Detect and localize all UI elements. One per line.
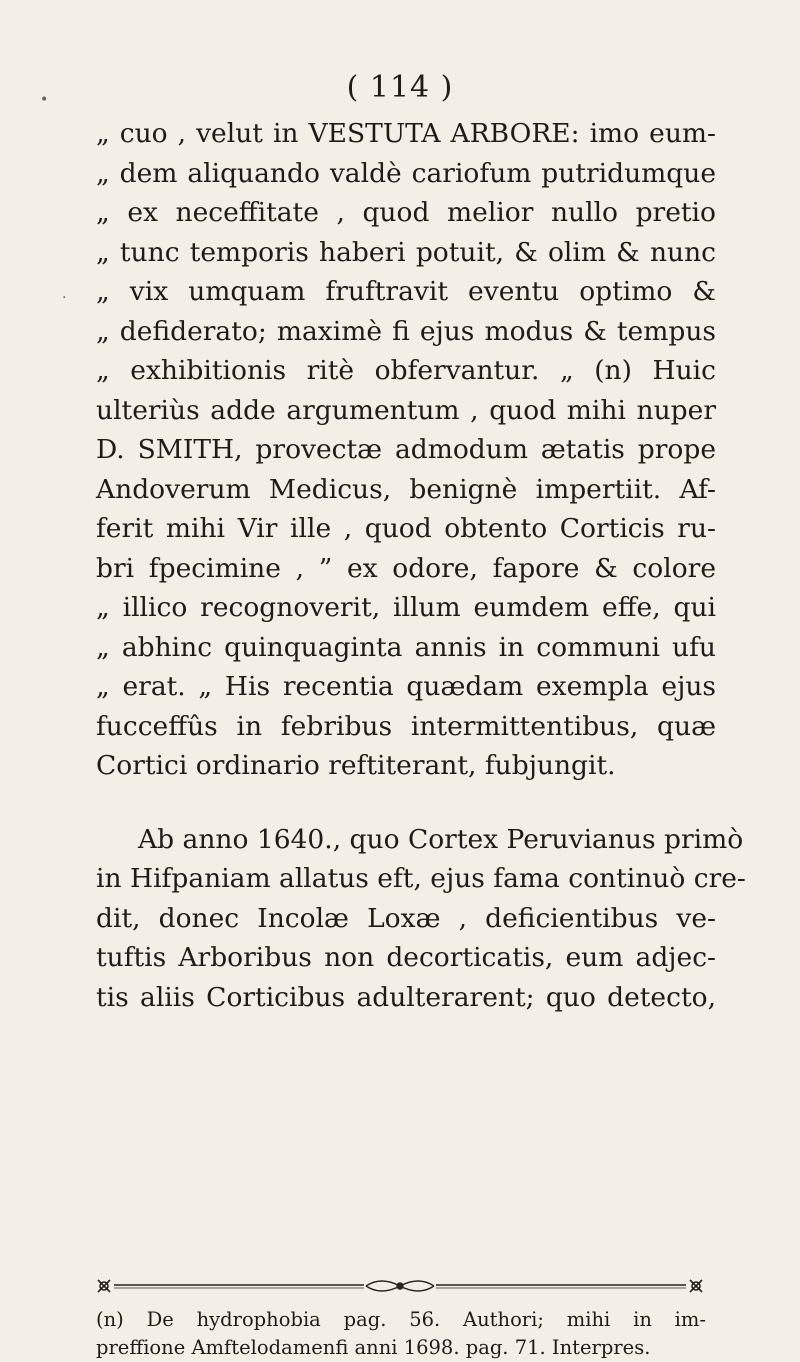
text-line: tis aliis Corticibus adulterarent; quo detecto, bbox=[96, 981, 716, 1013]
text-line: „ tunc temporis haberi potuit, & olim & nunc bbox=[96, 236, 716, 268]
page-number: ( 114 ) bbox=[346, 70, 454, 105]
text-line: „ cuo , velut in VESTUTA ARBORE: imo eum- bbox=[96, 118, 716, 149]
right-flourish-icon bbox=[690, 1280, 702, 1292]
text-line: „ abhinc quinquaginta annis in communi ufu bbox=[96, 631, 716, 663]
text-line: „ vix umquam fruftravit eventu optimo & bbox=[96, 276, 716, 307]
margin-speck-icon: • bbox=[40, 92, 49, 108]
text-line: tuftis Arboribus non decorticatis, eum adjec- bbox=[96, 942, 716, 973]
text-line: Andoverum Medicus, benignè impertiit. Af- bbox=[96, 473, 716, 505]
text-line: Cortici ordinario reftiterant, fubjungit. bbox=[96, 750, 616, 781]
text-line: in Hifpaniam allatus eft, ejus fama continuò cre- bbox=[96, 863, 746, 894]
text-line: D. SMITH, provectæ admodum ætatis prope bbox=[96, 434, 716, 465]
text-line: ulteriùs adde argumentum , quod mihi nuper bbox=[96, 394, 716, 426]
text-line: „ defiderato; maximè fi ejus modus & tempus bbox=[96, 315, 716, 347]
text-line: fucceffûs in febribus intermittentibus, quæ bbox=[96, 710, 716, 742]
ornamental-divider bbox=[96, 1276, 704, 1296]
text-line: dit, donec Incolæ Loxæ , deficientibus ve- bbox=[96, 902, 716, 934]
footnote bbox=[96, 1306, 706, 1362]
text-line: „ illico recognoverit, illum eumdem effe, qui bbox=[96, 592, 716, 623]
text-line: „ erat. „ His recentia quædam exempla ejus bbox=[96, 671, 716, 702]
margin-speck-icon: · bbox=[62, 290, 67, 306]
footnote-line: (n) De hydrophobia pag. 56. Authori; mihi in im- bbox=[96, 1308, 706, 1331]
paragraph-gap bbox=[96, 786, 716, 820]
center-ornament-icon bbox=[366, 1281, 434, 1291]
main-text bbox=[96, 114, 746, 1017]
footnote-line: preffione Amftelodamenfi anni 1698. pag. 71. Interpres. bbox=[96, 1336, 651, 1359]
text-line: Ab anno 1640., quo Cortex Peruvianus primò bbox=[138, 823, 744, 855]
left-flourish-icon bbox=[98, 1280, 110, 1292]
text-line: ferit mihi Vir ille , quod obtento Corticis ru- bbox=[96, 513, 716, 544]
text-line: „ dem aliquando valdè cariofum putridumque bbox=[96, 157, 716, 189]
text-line: „ exhibitionis ritè obfervantur. „ (n) Huic bbox=[96, 355, 716, 386]
text-line: bri fpecimine , ” ex odore, fapore & colore bbox=[96, 552, 716, 584]
text-line: „ ex neceffitate , quod melior nullo pretio bbox=[96, 197, 716, 228]
